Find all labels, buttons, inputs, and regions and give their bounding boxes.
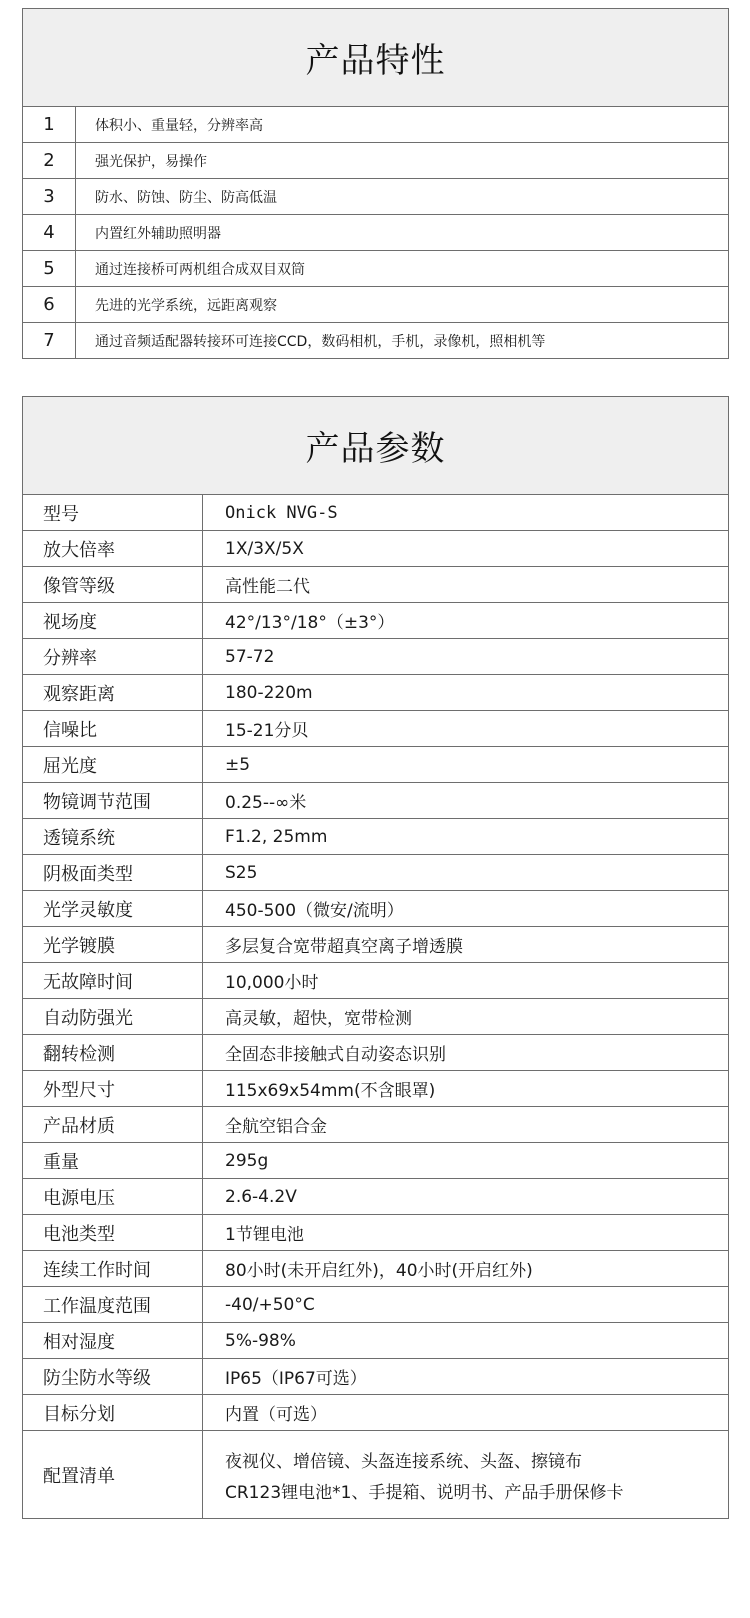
param-row xyxy=(23,891,728,927)
param-value: 2.6-4.2V xyxy=(225,1186,297,1207)
param-value: 57-72 xyxy=(225,646,275,667)
param-value: 全航空铝合金 xyxy=(225,1117,327,1137)
param-label: 工作温度范围 xyxy=(23,1287,203,1322)
param-row xyxy=(23,1179,728,1215)
param-row xyxy=(23,855,728,891)
feature-text: 体积小、重量轻，分辨率高 xyxy=(95,117,263,134)
feature-text: 通过音频适配器转接环可连接CCD，数码相机，手机，录像机，照相机等 xyxy=(95,333,546,350)
feature-row xyxy=(23,215,728,251)
param-label: 无故障时间 xyxy=(23,963,203,998)
param-row xyxy=(23,1143,728,1179)
param-value: 80小时(未开启红外)，40小时(开启红外) xyxy=(225,1261,533,1281)
param-value: -40/+50°C xyxy=(225,1294,315,1315)
feature-row xyxy=(23,323,728,358)
param-label: 自动防强光 xyxy=(23,999,203,1034)
param-label: 放大倍率 xyxy=(23,531,203,566)
param-value: 高性能二代 xyxy=(225,577,310,597)
feature-number: 3 xyxy=(23,179,76,214)
feature-number: 4 xyxy=(23,215,76,250)
param-value-text: Onick NVG-S xyxy=(225,502,338,523)
param-label: 重量 xyxy=(23,1143,203,1178)
feature-text: 内置红外辅助照明器 xyxy=(95,225,221,242)
param-row xyxy=(23,711,728,747)
config-list-line: CR123锂电池*1、手提箱、说明书、产品手册保修卡 xyxy=(225,1482,624,1503)
param-label: 光学镀膜 xyxy=(23,927,203,962)
param-value: 42°/13°/18°（±3°） xyxy=(225,613,395,633)
feature-number: 2 xyxy=(23,143,76,178)
feature-row xyxy=(23,143,728,179)
config-list-line: 夜视仪、增倍镜、头盔连接系统、头盔、擦镜布 xyxy=(225,1451,582,1472)
param-label: 目标分划 xyxy=(23,1395,203,1430)
param-value: 多层复合宽带超真空离子增透膜 xyxy=(225,937,463,957)
param-row xyxy=(23,675,728,711)
param-row xyxy=(23,963,728,999)
param-label: 型号 xyxy=(23,495,203,530)
param-value: 10,000小时 xyxy=(225,973,319,993)
param-value: ±5 xyxy=(225,754,251,775)
param-value: 全固态非接触式自动姿态识别 xyxy=(225,1045,446,1065)
param-value: 内置（可选） xyxy=(225,1405,327,1425)
param-value: 450-500（微安/流明） xyxy=(225,901,404,921)
param-label: 光学灵敏度 xyxy=(23,891,203,926)
features-table xyxy=(22,8,729,359)
param-value: 115x69x54mm(不含眼罩) xyxy=(225,1081,436,1101)
feature-row xyxy=(23,107,728,143)
param-value: IP65（IP67可选） xyxy=(225,1369,367,1389)
param-label: 外型尺寸 xyxy=(23,1071,203,1106)
param-value: 1节锂电池 xyxy=(225,1225,304,1245)
param-label: 屈光度 xyxy=(23,747,203,782)
param-value xyxy=(203,1431,728,1518)
feature-row xyxy=(23,251,728,287)
feature-row xyxy=(23,179,728,215)
param-label: 产品材质 xyxy=(23,1107,203,1142)
params-table xyxy=(22,396,729,1519)
param-label: 阴极面类型 xyxy=(23,855,203,890)
feature-text: 先进的光学系统，远距离观察 xyxy=(95,297,277,314)
param-row xyxy=(23,639,728,675)
param-label: 相对湿度 xyxy=(23,1323,203,1358)
param-label: 观察距离 xyxy=(23,675,203,710)
param-label: 分辨率 xyxy=(23,639,203,674)
param-label: 信噪比 xyxy=(23,711,203,746)
param-value: 0.25--∞米 xyxy=(225,793,307,813)
params-title: 产品参数 xyxy=(305,429,446,469)
param-label: 物镜调节范围 xyxy=(23,783,203,818)
param-row xyxy=(23,1431,728,1518)
feature-text: 通过连接桥可两机组合成双目双筒 xyxy=(95,261,305,278)
feature-number: 5 xyxy=(23,251,76,286)
param-label: 像管等级 xyxy=(23,567,203,602)
param-label: 电源电压 xyxy=(23,1179,203,1214)
param-row xyxy=(23,1287,728,1323)
param-row xyxy=(23,1251,728,1287)
param-value: S25 xyxy=(225,862,258,883)
param-row xyxy=(23,999,728,1035)
param-row xyxy=(23,927,728,963)
param-row xyxy=(23,567,728,603)
param-row xyxy=(23,1107,728,1143)
feature-row xyxy=(23,287,728,323)
features-title: 产品特性 xyxy=(305,41,446,81)
param-value: 1X/3X/5X xyxy=(225,538,304,559)
param-row xyxy=(23,603,728,639)
feature-number: 6 xyxy=(23,287,76,322)
param-row xyxy=(23,819,728,855)
param-row xyxy=(23,1035,728,1071)
param-row xyxy=(23,1359,728,1395)
feature-number: 7 xyxy=(23,323,76,358)
param-value: F1.2, 25mm xyxy=(225,826,328,847)
param-row xyxy=(23,1071,728,1107)
param-label: 翻转检测 xyxy=(23,1035,203,1070)
param-value: 5%-98% xyxy=(225,1330,296,1351)
param-value: 15-21分贝 xyxy=(225,721,309,741)
param-label: 配置清单 xyxy=(23,1431,203,1518)
param-label: 防尘防水等级 xyxy=(23,1359,203,1394)
param-row xyxy=(23,531,728,567)
features-header xyxy=(23,9,728,107)
param-value: 295g xyxy=(225,1150,269,1171)
param-label: 连续工作时间 xyxy=(23,1251,203,1286)
param-row xyxy=(23,783,728,819)
param-label: 视场度 xyxy=(23,603,203,638)
feature-text: 强光保护，易操作 xyxy=(95,153,207,170)
param-row xyxy=(23,1215,728,1251)
param-row xyxy=(23,1395,728,1431)
params-header xyxy=(23,397,728,495)
config-list xyxy=(225,1447,623,1503)
param-row xyxy=(23,747,728,783)
param-label: 电池类型 xyxy=(23,1215,203,1250)
param-value: 180-220m xyxy=(225,682,313,703)
feature-text: 防水、防蚀、防尘、防高低温 xyxy=(95,189,277,206)
feature-number: 1 xyxy=(23,107,76,142)
param-value xyxy=(203,495,728,530)
param-label: 透镜系统 xyxy=(23,819,203,854)
param-row xyxy=(23,1323,728,1359)
param-row xyxy=(23,495,728,531)
param-value: 高灵敏，超快，宽带检测 xyxy=(225,1009,412,1029)
